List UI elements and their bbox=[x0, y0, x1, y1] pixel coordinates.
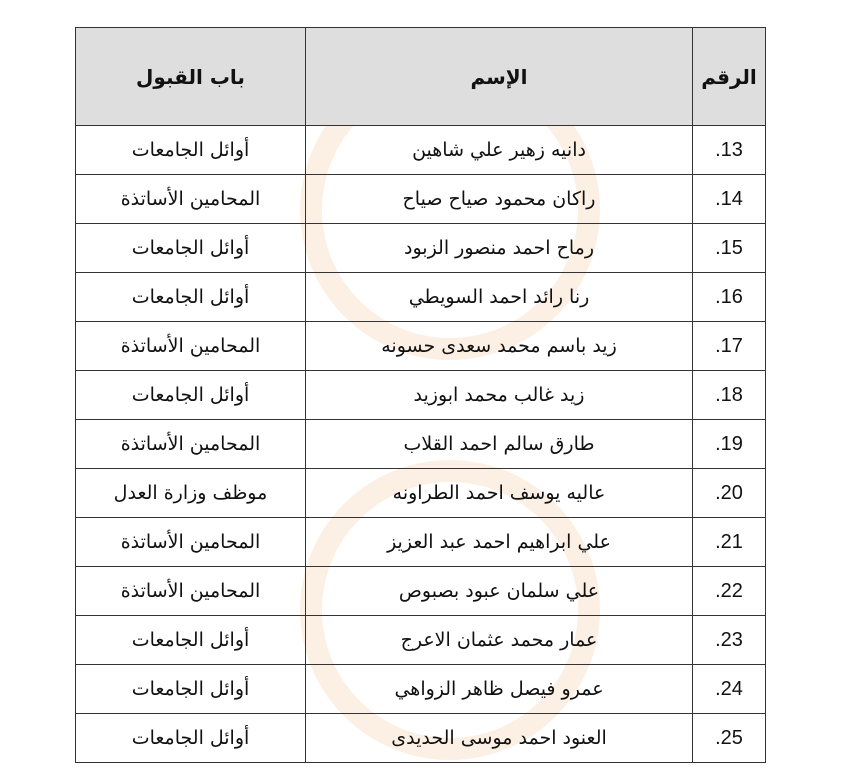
admission-table bbox=[75, 27, 766, 763]
table-row bbox=[76, 322, 766, 371]
table-row bbox=[76, 616, 766, 665]
table-row bbox=[76, 665, 766, 714]
row-name: راكان محمود صياح صياح bbox=[306, 175, 693, 224]
row-admission: المحامين الأساتذة bbox=[76, 420, 306, 469]
table-row bbox=[76, 420, 766, 469]
table-row bbox=[76, 714, 766, 763]
row-name: عمرو فيصل ظاهر الزواهي bbox=[306, 665, 693, 714]
row-number: 20. bbox=[693, 469, 766, 518]
row-name: عاليه يوسف احمد الطراونه bbox=[306, 469, 693, 518]
table-row bbox=[76, 518, 766, 567]
table-row bbox=[76, 273, 766, 322]
row-name: العنود احمد موسى الحديدى bbox=[306, 714, 693, 763]
row-admission: المحامين الأساتذة bbox=[76, 518, 306, 567]
table-row bbox=[76, 567, 766, 616]
header-name: الإسم bbox=[306, 28, 693, 126]
row-name: طارق سالم احمد القلاب bbox=[306, 420, 693, 469]
table-row bbox=[76, 224, 766, 273]
row-number: 15. bbox=[693, 224, 766, 273]
row-name: رنا رائد احمد السويطي bbox=[306, 273, 693, 322]
row-number: 13. bbox=[693, 126, 766, 175]
row-admission: أوائل الجامعات bbox=[76, 616, 306, 665]
row-number: 21. bbox=[693, 518, 766, 567]
row-name: زيد غالب محمد ابوزيد bbox=[306, 371, 693, 420]
row-number: 16. bbox=[693, 273, 766, 322]
row-number: 25. bbox=[693, 714, 766, 763]
header-row bbox=[76, 28, 766, 126]
row-admission: أوائل الجامعات bbox=[76, 714, 306, 763]
header-admission: باب القبول bbox=[76, 28, 306, 126]
row-number: 14. bbox=[693, 175, 766, 224]
row-number: 24. bbox=[693, 665, 766, 714]
row-admission: المحامين الأساتذة bbox=[76, 567, 306, 616]
row-admission: موظف وزارة العدل bbox=[76, 469, 306, 518]
table-row bbox=[76, 371, 766, 420]
row-admission: المحامين الأساتذة bbox=[76, 175, 306, 224]
row-name: علي ابراهيم احمد عبد العزيز bbox=[306, 518, 693, 567]
row-admission: أوائل الجامعات bbox=[76, 273, 306, 322]
row-number: 18. bbox=[693, 371, 766, 420]
row-name: رماح احمد منصور الزبود bbox=[306, 224, 693, 273]
row-admission: أوائل الجامعات bbox=[76, 665, 306, 714]
row-number: 17. bbox=[693, 322, 766, 371]
row-number: 22. bbox=[693, 567, 766, 616]
row-admission: المحامين الأساتذة bbox=[76, 322, 306, 371]
table-row bbox=[76, 126, 766, 175]
row-name: زيد باسم محمد سعدى حسونه bbox=[306, 322, 693, 371]
row-number: 23. bbox=[693, 616, 766, 665]
row-admission: أوائل الجامعات bbox=[76, 371, 306, 420]
row-admission: أوائل الجامعات bbox=[76, 224, 306, 273]
row-name: عمار محمد عثمان الاعرج bbox=[306, 616, 693, 665]
header-number: الرقم bbox=[693, 28, 766, 126]
table-row bbox=[76, 469, 766, 518]
table-row bbox=[76, 175, 766, 224]
row-name: علي سلمان عبود بصبوص bbox=[306, 567, 693, 616]
row-admission: أوائل الجامعات bbox=[76, 126, 306, 175]
row-name: دانيه زهير علي شاهين bbox=[306, 126, 693, 175]
row-number: 19. bbox=[693, 420, 766, 469]
